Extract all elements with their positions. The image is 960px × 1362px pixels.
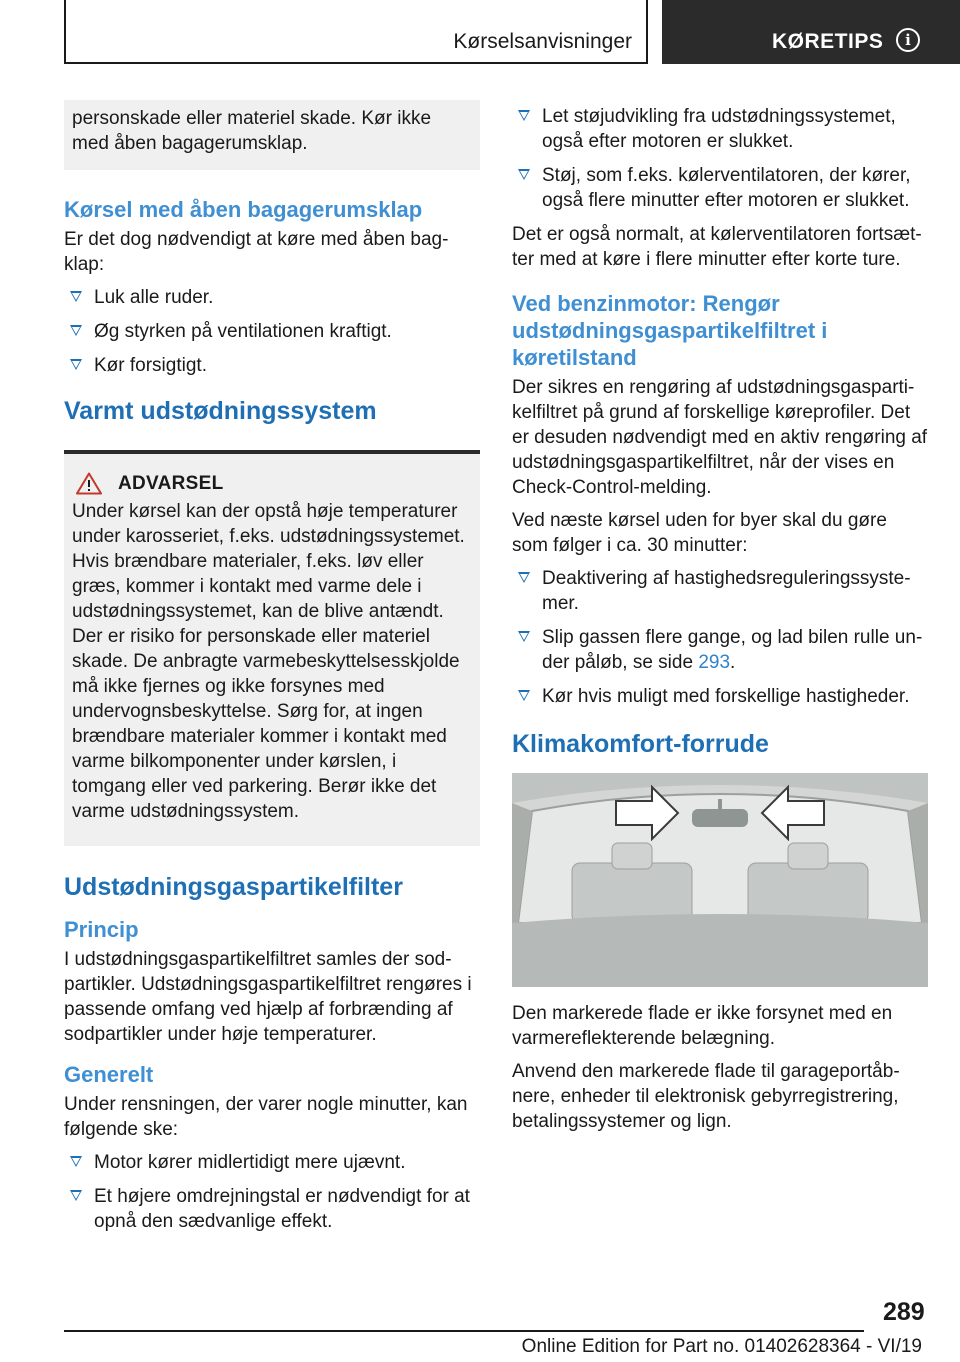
list-item: Motor kører midlertidigt mere ujævnt. [64, 1150, 480, 1175]
continued-warning-box [64, 100, 480, 170]
fan-text: Det er også normalt, at kølerventilatoren fortsætter med at køre i flere minutter efter korte ture. [512, 224, 922, 270]
list-item: Kør hvis muligt med forskellige hastigheder. [512, 684, 928, 709]
header-section-box [64, 0, 648, 64]
heading-principle: Princip [64, 917, 139, 942]
list-item: Kør forsigtigt. [64, 353, 480, 378]
petrol-text-1: Der sikres en rengøring af udstødningsgaspartikelfiltret på grund af forskellige køreprofiler. Det er desuden nødvendigt med en aktiv rengøring af udstødningsgaspartikelfiltret, når der vises en Check-Control-melding. [512, 377, 928, 498]
page-number: 289 [883, 1298, 925, 1326]
bullet-triangle-icon [70, 1190, 82, 1201]
noise-list [512, 104, 928, 213]
bullet-triangle-icon [518, 169, 530, 180]
open-tailgate-list [64, 285, 480, 378]
footer-edition: Online Edition for Part no. 01402628364 - VI/19 [521, 1336, 922, 1357]
page-reference-link[interactable]: 293 [698, 652, 731, 673]
bullet-triangle-icon [70, 325, 82, 336]
header-section-title: Kørselsanvisninger [453, 30, 632, 53]
continued-warning-text: personskade eller materiel skade. Kør ikke med åben bagagerumsklap. [72, 108, 432, 154]
general-list [64, 1150, 480, 1234]
list-item: Slip gassen flere gange, og lad bilen rulle under påløb, se side 293. [512, 625, 928, 675]
warning-box [64, 454, 480, 846]
left-column [64, 100, 480, 1243]
bullet-triangle-icon [518, 631, 530, 642]
warning-title: ADVARSEL [118, 472, 224, 494]
bullet-triangle-icon [518, 690, 530, 701]
open-tailgate-intro: Er det dog nødvendigt at køre med åben bagklap: [64, 229, 449, 275]
windshield-illustration [512, 773, 928, 987]
right-column [512, 104, 928, 1142]
heading-petrol-cleaning: Ved benzinmotor: Rengør udstødningsgaspartikelfiltret i køretilstand [512, 291, 828, 370]
petrol-text-2: Ved næste kørsel uden for byer skal du gøre som følger i ca. 30 minutter: [512, 510, 887, 556]
list-item: Støj, som f.eks. kølerventilatoren, der kører, også flere minutter efter motoren er slukket. [512, 163, 928, 213]
header-chapter-box [662, 0, 960, 64]
general-text: Under rensningen, der varer nogle minutter, kan følgende ske: [64, 1094, 468, 1140]
bullet-triangle-icon [70, 1156, 82, 1167]
warning-triangle-icon [76, 472, 102, 495]
heading-hot-exhaust: Varmt udstødningssystem [64, 397, 377, 425]
bullet-triangle-icon [70, 359, 82, 370]
climate-text-1: Den markerede flade er ikke forsynet med en varmereflekterende belægning. [512, 1003, 893, 1049]
bullet-triangle-icon [518, 110, 530, 121]
warning-header [72, 472, 472, 495]
heading-general: Generelt [64, 1062, 154, 1087]
header-chapter-title: KØRETIPS [772, 30, 884, 53]
footer-rule [64, 1330, 864, 1332]
list-item: Et højere omdrejningstal er nødvendigt for at opnå den sædvanlige effekt. [64, 1184, 480, 1234]
bullet-triangle-icon [518, 572, 530, 583]
info-icon[interactable]: i [896, 28, 920, 52]
bullet-triangle-icon [70, 291, 82, 302]
warning-text: Under kørsel kan der opstå høje temperaturer under karosseriet, f.eks. udstødningssystemet. Hvis brændbare materialer, f.eks. løv eller græs, kommer i kontakt med varme dele i udstødningssystemet, kan de blive antændt. Der er risiko for personskade eller materiel skade. De anbragte varmebeskyttelsesskjolde må ikke fjernes og ikke forsynes med undervognsbeskyttelse. Sørg for, at ingen brændbare materialer kommer i kontakt med varme bilkomponenter under kørslen, i tomgang eller ved parkering. Berør ikke det varme udstødningssystem. [72, 501, 465, 822]
climate-text-2: Anvend den markerede flade til garageportåbnere, enheder til elektronisk gebyrregistrering, betalingssystemer og lign. [512, 1061, 900, 1132]
principle-text: I udstødningsgaspartikelfiltret samles der sodpartikler. Udstødningsgaspartikelfiltret rengøres i passende omfang ved hjælp af forbrænding af sodpartikler under høje temperaturer. [64, 949, 472, 1045]
heading-climate-windshield: Klimakomfort-forrude [512, 730, 769, 758]
list-item: Let støjudvikling fra udstødningssystemet, også efter motoren er slukket. [512, 104, 928, 154]
list-item: Luk alle ruder. [64, 285, 480, 310]
list-item: Deaktivering af hastighedsreguleringssystemer. [512, 566, 928, 616]
list-item: Øg styrken på ventilationen kraftigt. [64, 319, 480, 344]
heading-particle-filter: Udstødningsgaspartikelfilter [64, 873, 403, 901]
heading-open-tailgate: Kørsel med åben bagagerumsklap [64, 197, 423, 222]
petrol-list [512, 566, 928, 709]
